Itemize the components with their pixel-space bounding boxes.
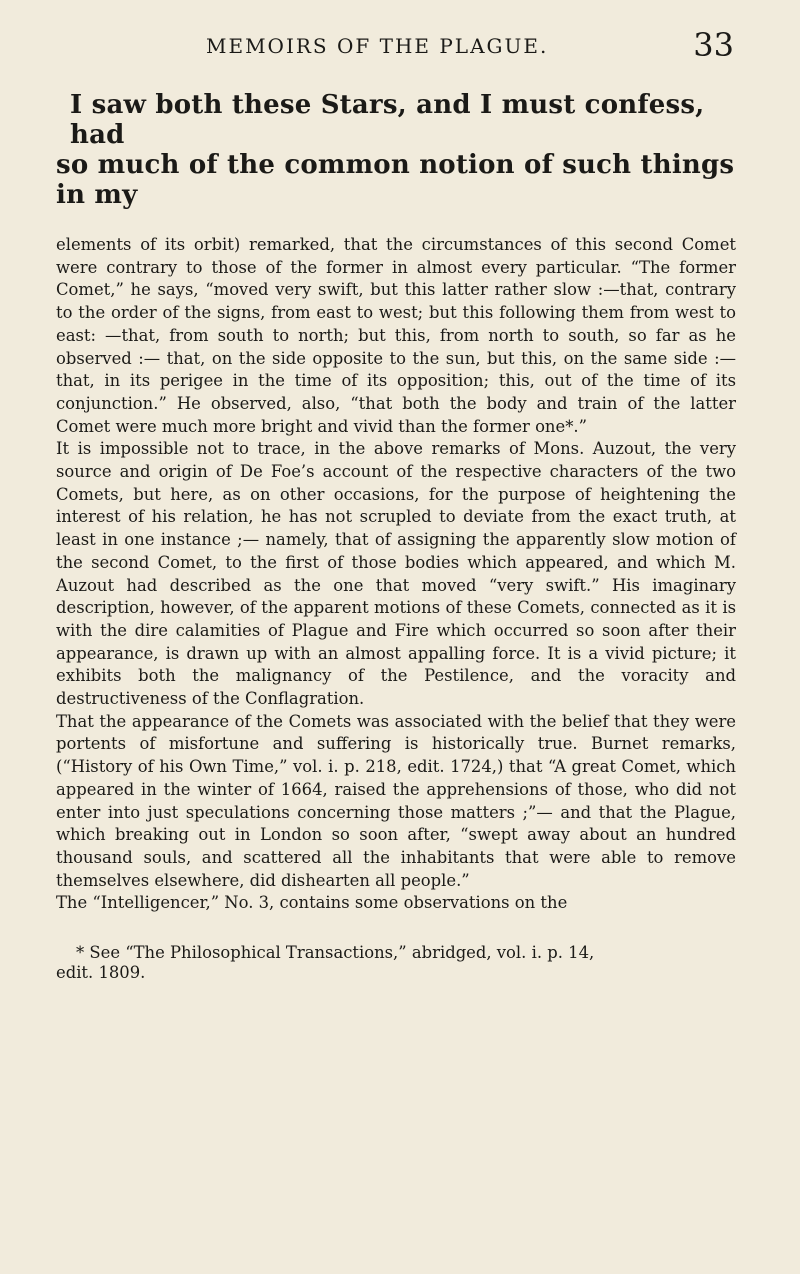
footnote-line: edit. 1809. [56, 963, 146, 983]
paragraph: It is impossible not to trace, in the above remarks of Mons. Auzout, the very source and origin of De Foe’s account of the respective characters of the two Comets, but here, as on other occasions, for the purpose of heightening the interest of his relation, he has not scrupled to deviate from the exact truth, at least in one instance ;— namely, that of assigning the apparently slow motion of the second Comet, to the first of those bodies which appeared, and which M. Auzout had described as the one that moved “very swift.” His imaginary description, however, of the apparent motions of these Comets, connected as it is with the dire calamities of Plague and Fire which occurred so soon after their appearance, is drawn up with an almost appalling force. It is a vivid picture; it exhibits both the malignancy of the Pestilence, and the voracity and destructiveness of the Conflagration. [56, 439, 736, 709]
page-number: 33 [693, 26, 734, 64]
footnote [56, 943, 736, 983]
body-text [56, 234, 736, 915]
lead-line: so much of the common notion of such things in my [56, 150, 735, 210]
paragraph: That the appearance of the Comets was associated with the belief that they were portents of misfortune and suffering is historically true. Burnet remarks, (“History of his Own Time,” vol. i. p. 218, edit. 1724,) that “A great Comet, which appeared in the winter of 1664, raised the apprehensions of those, who did not enter into just speculations concerning those matters ;”— and that the Plague, which breaking out in London so soon after, “swept away about an hundred thousand souls, and scattered all the inhabitants that were able to remove themselves elsewhere, did dishearten all people.” [56, 711, 736, 890]
lead-line: I saw both these Stars, and I must confess, had [70, 90, 705, 150]
paragraph: The “Intelligencer,” No. 3, contains some observations on the [56, 893, 568, 913]
running-header [56, 28, 736, 84]
lead-text [56, 90, 736, 210]
paragraph: elements of its orbit) remarked, that the circumstances of this second Comet were contrary to those of the former in almost every particular. “The former Comet,” he says, “moved very swift, but this latter rather slow :—that, contrary to the order of the signs, from east to west; but this following them from west to east: —that, from south to north; but this, from north to south, so far as he observed :— that, on the side opposite to the sun, but this, on the same side :—that, in its perigee in the time of its opposition; this, out of the time of its conjunction.” He observed, also, “that both the body and train of the latter Comet were much more bright and vivid than the former one*.” [56, 235, 736, 436]
footnote-line: * See “The Philosophical Transactions,” abridged, vol. i. p. 14, [76, 943, 595, 963]
running-title: MEMOIRS OF THE PLAGUE. [206, 34, 549, 58]
